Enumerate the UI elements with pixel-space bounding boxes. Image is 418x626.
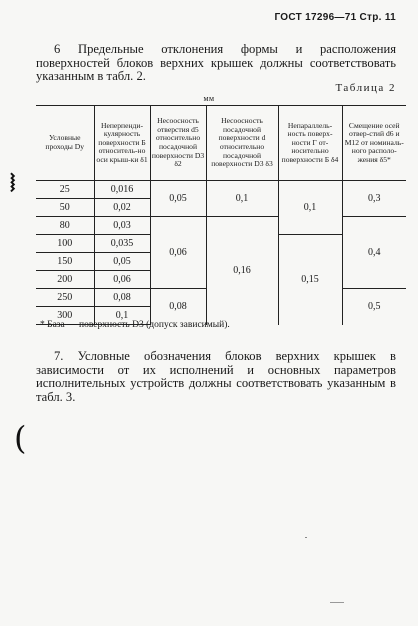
header-bore-misalignment: Несоосность отверстия d5 относительно посадочной поверхности D3 δ2 xyxy=(150,106,206,181)
cell-perpendicularity: 0,08 xyxy=(94,289,150,307)
cell-nominal-size: 80 xyxy=(36,217,94,235)
cell-perpendicularity: 0,035 xyxy=(94,235,150,253)
table-footnote: * База — поверхность D3 (допуск зависимый). xyxy=(40,320,230,330)
paragraph-7-text: 7. Условные обозначения блоков верхних крышек в зависимости от их исполнений и основных параметров исполнительных устройств должны соответствовать указанным в табл. 3. xyxy=(36,349,396,404)
cell-perpendicularity: 0,02 xyxy=(94,199,150,217)
table-title: Таблица 2 xyxy=(335,82,396,94)
cell-hole-offset: 0,3 xyxy=(342,181,406,217)
binding-mark-icon: ( xyxy=(14,419,27,457)
cell-bore-misalignment: 0,05 xyxy=(150,181,206,217)
cell-nominal-size: 100 xyxy=(36,235,94,253)
cell-hole-offset: 0,5 xyxy=(342,289,406,325)
cell-perpendicularity: 0,06 xyxy=(94,271,150,289)
cell-perpendicularity: 0,1 xyxy=(94,307,150,325)
cell-nominal-size: 200 xyxy=(36,271,94,289)
paragraph-6-text: 6 Предельные отклонения формы и расположения поверхностей блоков верхних крышек должны соответствовать указанным в табл. 2. xyxy=(36,42,396,83)
table-header-row xyxy=(36,106,406,181)
header-nominal-size: Условные проходы Dу xyxy=(36,106,94,181)
cell-seat-misalignment: 0,16 xyxy=(206,217,278,325)
cell-nominal-size: 250 xyxy=(36,289,94,307)
table-unit: мм xyxy=(203,94,215,103)
cell-parallelism: 0,1 xyxy=(278,181,342,235)
page-header: ГОСТ 17296—71 Стр. 11 xyxy=(274,12,396,23)
cell-perpendicularity: 0,016 xyxy=(94,181,150,199)
tolerance-table xyxy=(36,105,406,325)
header-parallelism: Непараллель-ность поверх-ности Г от-носительно поверхности Б δ4 xyxy=(278,106,342,181)
paragraph-6 xyxy=(36,43,396,84)
cell-bore-misalignment: 0,06 xyxy=(150,217,206,289)
cell-nominal-size: 25 xyxy=(36,181,94,199)
cell-bore-misalignment: 0,08 xyxy=(150,289,206,325)
cell-seat-misalignment: 0,1 xyxy=(206,181,278,217)
scan-artifact-dot xyxy=(305,537,307,538)
cell-nominal-size: 50 xyxy=(36,199,94,217)
cell-hole-offset: 0,4 xyxy=(342,217,406,289)
scan-artifact-line xyxy=(330,602,344,603)
table-row xyxy=(36,217,406,235)
paragraph-7 xyxy=(36,350,396,404)
cell-perpendicularity: 0,03 xyxy=(94,217,150,235)
binding-mark-icon: ⧘ xyxy=(10,168,16,198)
cell-nominal-size: 150 xyxy=(36,253,94,271)
table-row xyxy=(36,181,406,199)
cell-nominal-size: 300 xyxy=(36,307,94,325)
cell-perpendicularity: 0,05 xyxy=(94,253,150,271)
cell-parallelism: 0,15 xyxy=(278,235,342,325)
header-hole-offset: Смещение осей отвер-стий d6 и М12 от номиналь-ного располо-жения δ5* xyxy=(342,106,406,181)
header-perpendicularity: Неперпенди-кулярность поверхности Б относитель-но оси крыш-ки δ1 xyxy=(94,106,150,181)
header-seat-misalignment: Несоосность посадочной поверхности d относительно посадочной поверхности D3 δ3 xyxy=(206,106,278,181)
